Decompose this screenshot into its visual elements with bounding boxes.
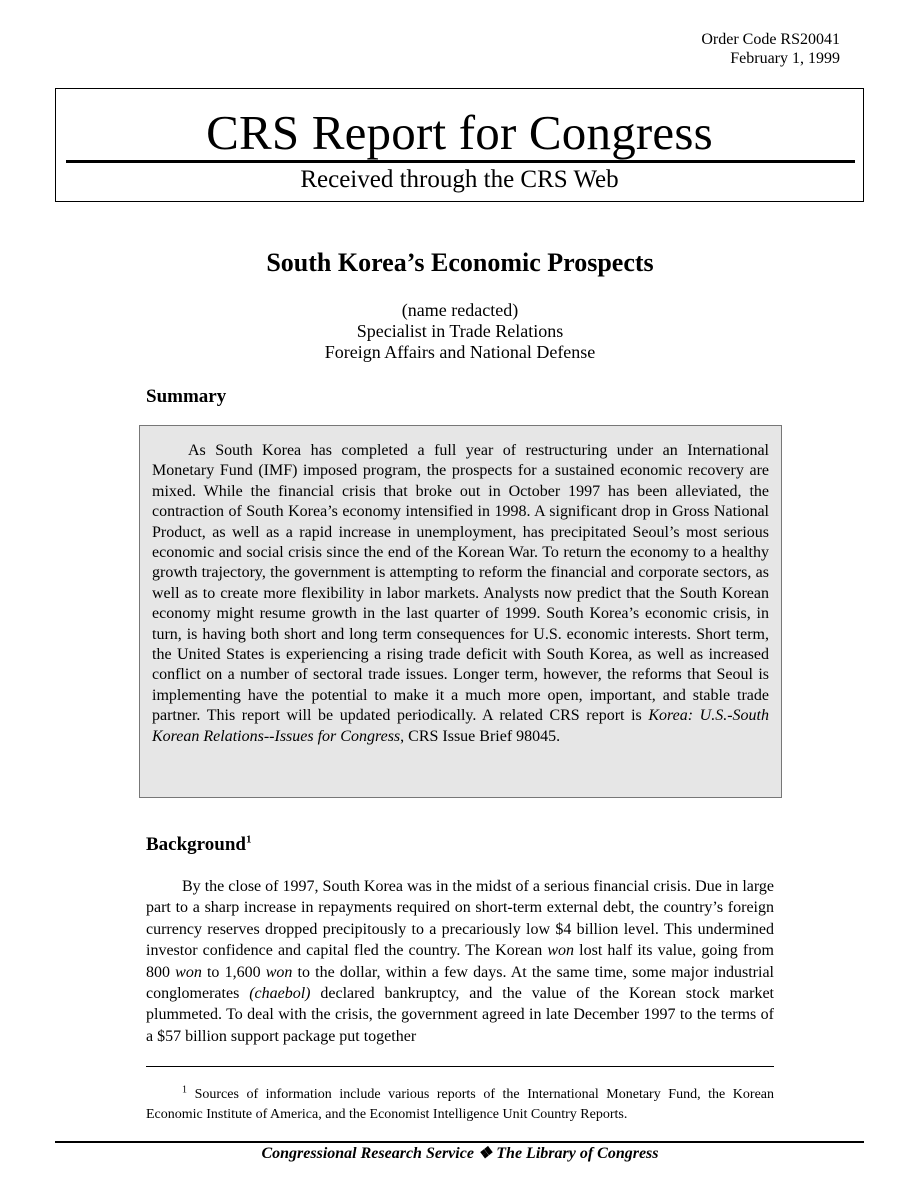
background-text-2: lost half its value, going from 800 [146, 942, 774, 981]
document-title: South Korea’s Economic Prospects [266, 248, 654, 277]
footnote-marker: 1 [182, 1084, 187, 1096]
author-block [0, 300, 920, 363]
related-report-title: Korea: U.S.-South Korean Relations--Issues for Congress [152, 707, 769, 745]
background-text-1: By the close of 1997, South Korea was in the midst of a serious financial crisis. Due in large part to a sharp increase in repayments required on short-term external debt, the country’s foreign currency reserves dropped precipitously to a precariously low $4 billion level. This undermined investor confidence and capital fled the country. The Korean [146, 878, 774, 960]
won-term-3: won [265, 963, 293, 981]
summary-heading: Summary [146, 386, 227, 407]
background-heading-text: Background [146, 834, 246, 855]
background-text-4: to the dollar, within a few days. At the same time, some major industrial conglomerates [146, 963, 775, 1003]
footer-divider [55, 1141, 864, 1143]
background-text-3: to 1,600 [201, 963, 266, 981]
summary-box [139, 425, 782, 798]
report-header-box [55, 88, 864, 202]
report-date: February 1, 1999 [730, 50, 840, 67]
header-divider [66, 160, 855, 163]
won-term-1: won [547, 942, 575, 960]
footnote-divider [146, 1066, 774, 1067]
summary-paragraph [152, 441, 769, 747]
summary-text: As South Korea has completed a full year of restructuring under an International Monetary Fund (IMF) imposed program, the prospects for a sustained economic recovery are mixed. While the financial crisis that broke out in October 1997 has been alleviated, the contraction of South Korea’s economy intensified in 1998. A significant drop in Gross National Product, as well as a rapid increase in unemployment, has precipitated Seoul’s most serious economic and social crisis since the end of the Korean War. To return the economy to a healthy growth trajectory, the government is attempting to reform the financial and corporate sectors, as well as to create more flexibility in labor markets. Analysts now predict that the South Korean economy might resume growth in the last quarter of 1999. South Korea’s economic crisis, in turn, is having both short and long term consequences for U.S. economic interests. Short term, the United States is experiencing a rising trade deficit with South Korea, as well as increased conflict on a number of sectoral trade issues. Longer term, however, the reforms that Seoul is implementing have the potential to make it a much more open, important, and stable trade partner. This report will be updated periodically. A related CRS report is [152, 442, 769, 725]
footnote-text: Sources of information include various reports of the International Monetary Fund, the Korean Economic Institute of America, and the Economist Intelligence Unit Country Reports. [146, 1087, 774, 1122]
summary-text-end: , CRS Issue Brief 98045. [400, 727, 561, 745]
page-footer: Congressional Research Service ❖ The Library of Congress [261, 1145, 659, 1162]
chaebol-term: (chaebol) [249, 985, 311, 1003]
author-division: Foreign Affairs and National Defense [324, 342, 596, 362]
background-heading [146, 834, 251, 856]
author-title: Specialist in Trade Relations [356, 321, 564, 341]
report-title: CRS Report for Congress [206, 105, 713, 160]
footnote [146, 1085, 774, 1125]
order-code: Order Code RS20041 [701, 31, 840, 48]
footnote-reference: 1 [245, 833, 252, 846]
order-code-block [640, 30, 840, 68]
background-paragraph [146, 876, 774, 1047]
won-term-2: won [175, 963, 202, 981]
report-subtitle: Received through the CRS Web [300, 166, 619, 193]
background-text-5: declared bankruptcy, and the value of the Korean stock market plummeted. To deal with the crisis, the government agreed in late December 1997 to the terms of a $57 billion support package put together [146, 985, 775, 1045]
author-name: (name redacted) [401, 300, 519, 320]
